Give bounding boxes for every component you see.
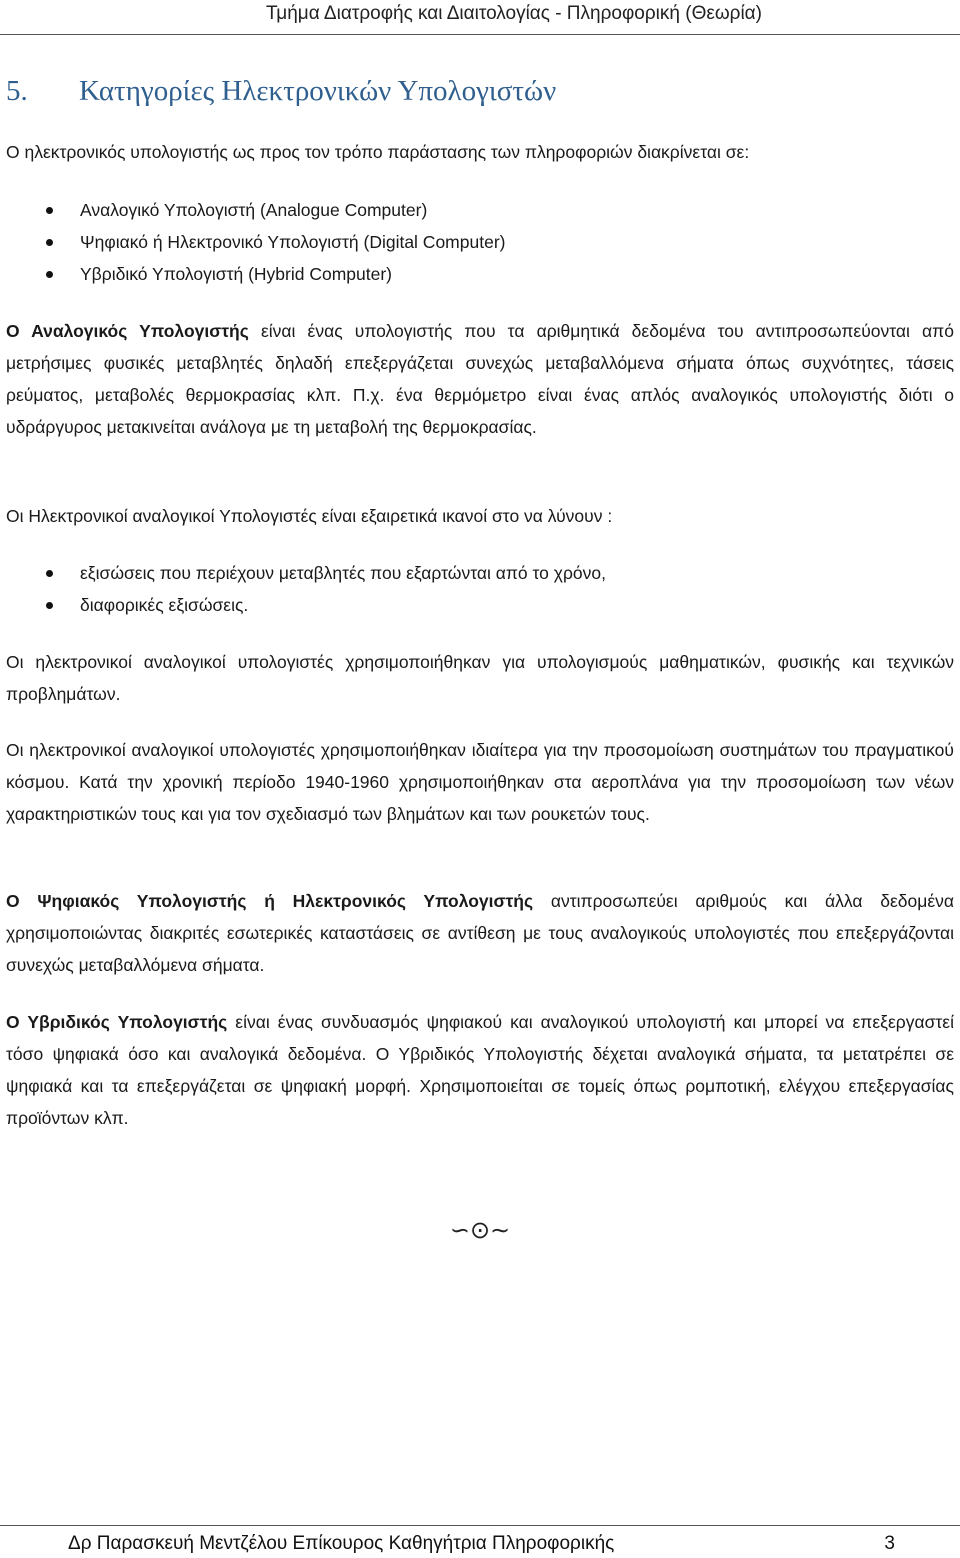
list-item: Υβριδικό Υπολογιστή (Hybrid Computer) (0, 258, 505, 290)
capable-intro: Οι Ηλεκτρονικοί αναλογικοί Υπολογιστές είναι εξαιρετικά ικανοί στο να λύνουν : (6, 506, 613, 526)
capabilities-list (0, 557, 606, 621)
intro-paragraph: Ο ηλεκτρονικός υπολογιστής ως προς τον τρόπο παράστασης των πληροφοριών διακρίνεται σε: (6, 142, 750, 162)
bullet-icon (46, 271, 53, 278)
hybrid-paragraph (6, 1006, 954, 1134)
hybrid-text: είναι ένας συνδυασμός ψηφιακού και αναλογικού υπολογιστή και μπορεί να επεξεργαστεί τόσο ψηφιακά όσο και αναλογικά δεδομένα. Ο Υβριδικός Υπολογιστής δέχεται αναλογικά σήματα, τα μετατρέπει σε ψηφιακά και τα επεξεργάζεται σε ψηφιακή μορφή. Χρησιμοποιείται σε τομείς όπως ρομποτική, ελέγχου επεξεργασίας προϊόντων κλπ. (6, 1012, 954, 1128)
footer-author: Δρ Παρασκευή Μεντζέλου Επίκουρος Καθηγήτρια Πληροφορικής (68, 1533, 615, 1554)
footer-divider (0, 1525, 960, 1526)
digital-text: αντιπροσωπεύει αριθμούς και άλλα δεδομένα χρησιμοποιώντας διακριτές εσωτερικές καταστάσεις σε αντίθεση με τους αναλογικούς υπολογιστές που επεξεργάζονται συνεχώς μεταβαλλόμενα σήματα. (6, 891, 954, 975)
bullet-icon (46, 207, 53, 214)
list-item: Ψηφιακό ή Ηλεκτρονικό Υπολογιστή (Digital Computer) (0, 226, 505, 258)
computer-types-list (0, 194, 505, 290)
list-item: Αναλογικό Υπολογιστή (Analogue Computer) (0, 194, 505, 226)
usage-paragraph-2: Οι ηλεκτρονικοί αναλογικοί υπολογιστές χρησιμοποιήθηκαν ιδιαίτερα για την προσομοίωση συστημάτων του πραγματικού κόσμου. Κατά την χρονική περίοδο 1940-1960 χρησιμοποιήθηκαν στα αεροπλάνα για την προσομοίωση των νέων χαρακτηριστικών τους και για τον σχεδιασμό των βλημάτων και των ρουκετών τους. (6, 740, 954, 824)
analog-term: Ο Αναλογικός Υπολογιστής (6, 321, 249, 341)
section-title: Κατηγορίες Ηλεκτρονικών Υπολογιστών (79, 75, 557, 107)
ornament-divider-icon: ∽⊙∼ (449, 1217, 511, 1244)
header-divider (0, 34, 960, 35)
bullet-icon (46, 239, 53, 246)
usage-paragraph-1: Οι ηλεκτρονικοί αναλογικοί υπολογιστές χρησιμοποιήθηκαν για υπολογισμούς μαθηματικών, φυσικής και τεχνικών προβλημάτων. (6, 652, 954, 704)
list-item: διαφορικές εξισώσεις. (0, 589, 606, 621)
bullet-icon (46, 602, 53, 609)
section-heading (6, 72, 556, 110)
digital-term: Ο Ψηφιακός Υπολογιστής ή Ηλεκτρονικός Υπολογιστής (6, 891, 534, 911)
page-number: 3 (884, 1533, 895, 1554)
digital-paragraph (6, 885, 954, 981)
hybrid-term: Ο Υβριδικός Υπολογιστής (6, 1012, 228, 1032)
section-number: 5. (6, 75, 28, 107)
analog-paragraph (6, 315, 954, 443)
bullet-icon (46, 570, 53, 577)
page-header: Τμήμα Διατροφής και Διαιτολογίας - Πληροφορική (Θεωρία) (266, 3, 762, 24)
list-item: εξισώσεις που περιέχουν μεταβλητές που εξαρτώνται από το χρόνο, (0, 557, 606, 589)
analog-text: είναι ένας υπολογιστής που τα αριθμητικά δεδομένα του αντιπροσωπεύονται από μετρήσιμες φυσικές μεταβλητές δηλαδή επεξεργάζεται συνεχώς μεταβαλλόμενα σήματα όπως συχνότητες, τάσεις ρεύματος, μεταβολές θερμοκρασίας κλπ. Π.χ. ένα θερμόμετρο είναι ένας απλός αναλογικός υπολογιστής διότι ο υδράργυρος μετακινείται ανάλογα με τη μεταβολή της θερμοκρασίας. (6, 321, 954, 437)
